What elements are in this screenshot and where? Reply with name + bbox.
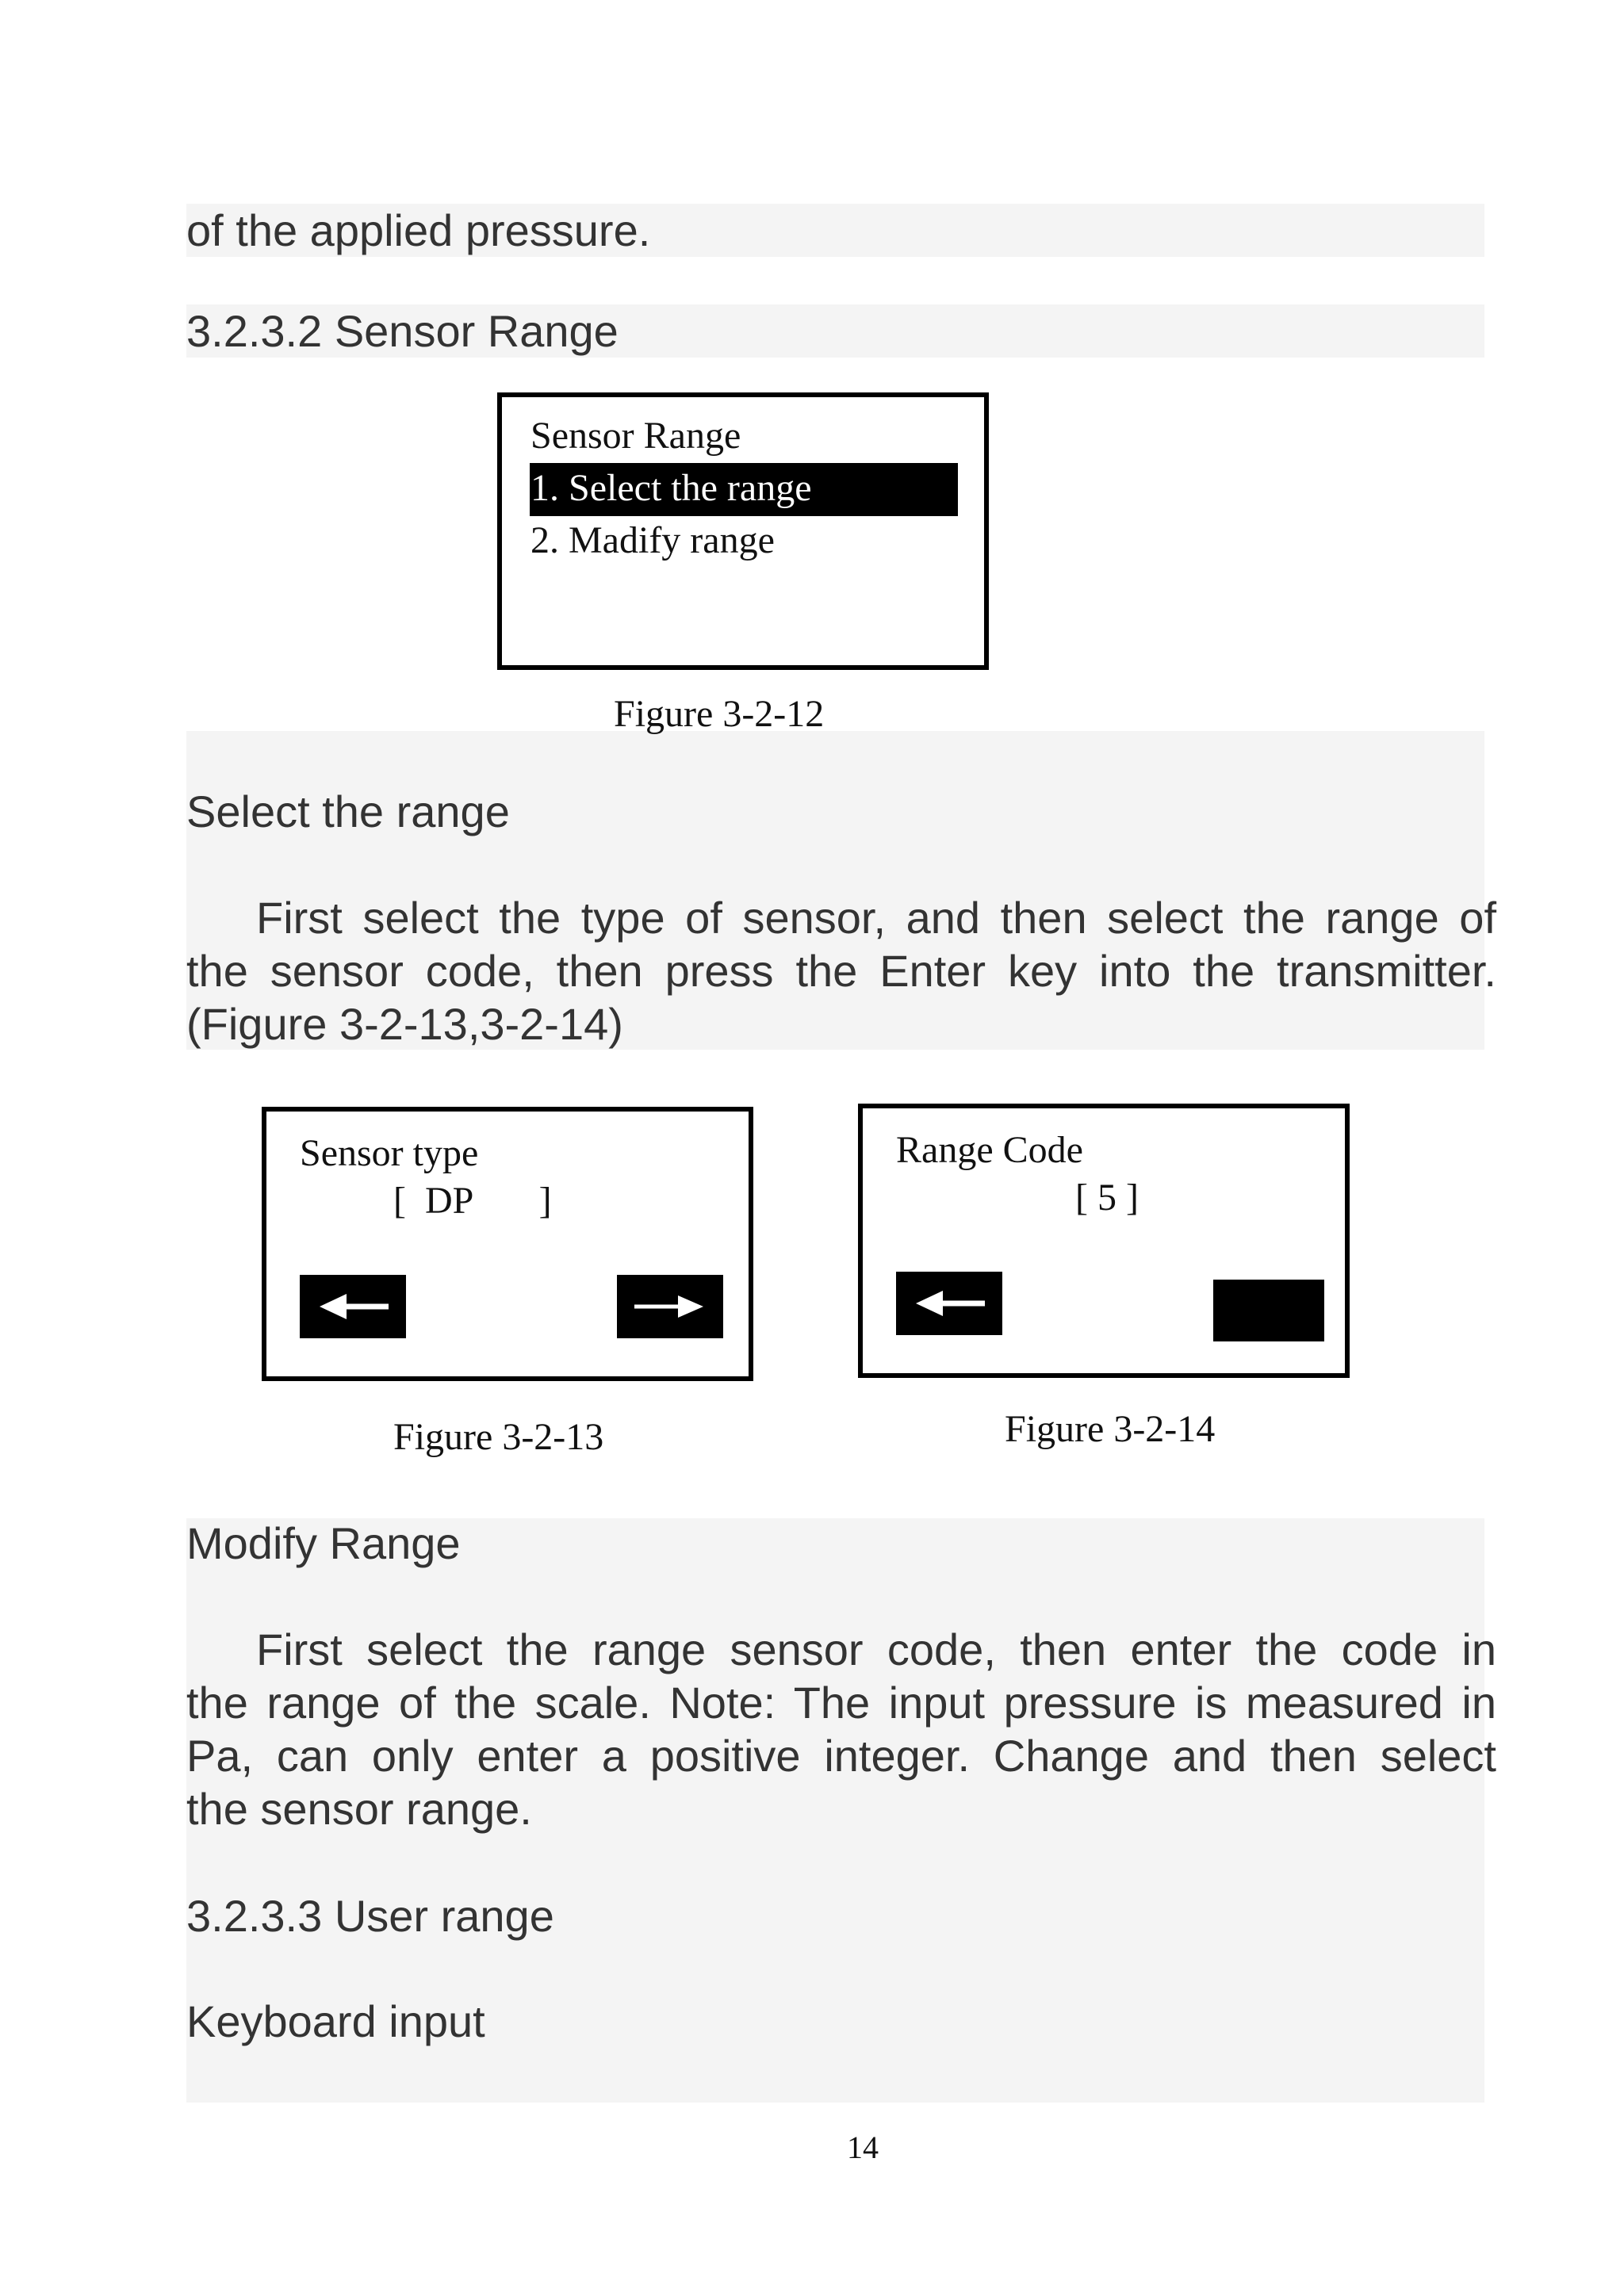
paragraph-line: (Figure 3-2-13,3-2-14) — [186, 999, 623, 1049]
lcd-title: Sensor type — [300, 1132, 479, 1174]
lcd-screen-sensor-type — [262, 1107, 753, 1381]
left-arrow-icon[interactable] — [300, 1275, 406, 1338]
range-code-value: [ 5 ] — [1075, 1177, 1139, 1219]
enter-button[interactable] — [1213, 1280, 1324, 1341]
paragraph-line: the sensor range. — [186, 1784, 532, 1834]
subheading-modify-range: Modify Range — [186, 1518, 461, 1568]
sensor-type-value: [ DP ] — [393, 1180, 552, 1222]
right-arrow-icon[interactable] — [617, 1275, 723, 1338]
paragraph-select-range — [186, 891, 1496, 1050]
paragraph-line: the range of the scale. Note: The input pressure is measured in — [186, 1678, 1496, 1728]
lcd-screen-range-code — [858, 1104, 1350, 1378]
figure-caption: Figure 3-2-14 — [1005, 1408, 1216, 1450]
paragraph-line: First select the range sensor code, then enter the code in — [256, 1624, 1496, 1674]
menu-item-select-range[interactable]: 1. Select the range — [530, 467, 812, 509]
paragraph-line: Pa, can only enter a positive integer. Change and then select — [186, 1731, 1496, 1781]
section-heading: 3.2.3.3 User range — [186, 1891, 554, 1941]
continuation-text: of the applied pressure. — [186, 205, 651, 255]
lcd-title: Range Code — [896, 1129, 1083, 1171]
paragraph-line: the sensor code, then press the Enter key into the transmitter. — [186, 946, 1496, 996]
lcd-screen-sensor-range — [497, 392, 989, 670]
lcd-title: Sensor Range — [530, 415, 741, 457]
left-arrow-icon[interactable] — [896, 1272, 1002, 1335]
subheading-select-range: Select the range — [186, 786, 510, 836]
figure-caption: Figure 3-2-12 — [614, 693, 825, 735]
subheading-keyboard-input: Keyboard input — [186, 1996, 485, 2046]
page-number: 14 — [847, 2130, 879, 2165]
menu-item-modify-range[interactable]: 2. Madify range — [530, 519, 775, 561]
paragraph-line: First select the type of sensor, and then select the range of — [256, 893, 1496, 943]
paragraph-modify-range — [186, 1623, 1496, 1835]
figure-caption: Figure 3-2-13 — [393, 1416, 604, 1458]
section-heading: 3.2.3.2 Sensor Range — [186, 306, 619, 356]
